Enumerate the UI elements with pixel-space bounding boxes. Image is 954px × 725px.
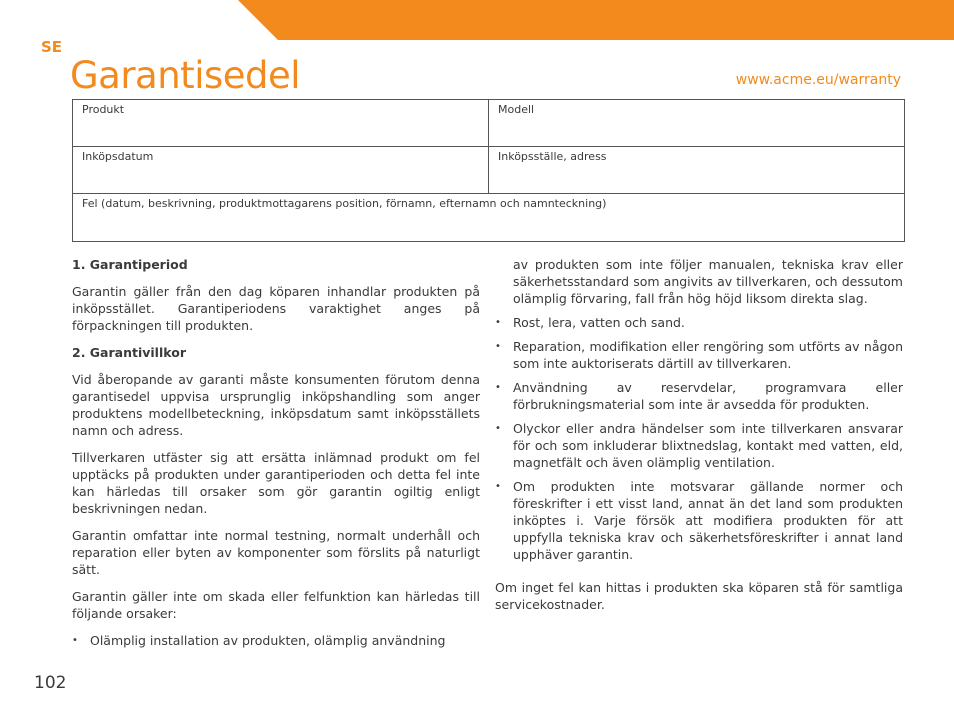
language-code: SE [41, 38, 63, 56]
page-number: 102 [34, 673, 67, 693]
top-accent-bar [238, 0, 954, 40]
paragraph: Tillverkaren utfäster sig att ersätta inlämnad produkt om fel upptäcks på produkten under garantiperioden och detta fel inte kan härledas till orsaker som gör garantin ogiltig enligt beskrivningen nedan. [72, 450, 480, 516]
page-title: Garantisedel [70, 54, 301, 97]
section-heading-warranty-period: 1. Garantiperiod [72, 257, 188, 272]
fault-field[interactable] [73, 194, 904, 241]
purchase-place-label: Inköpsställe, adress [498, 150, 607, 163]
list-item: • Olämplig installation av produkten, olämplig användning [72, 632, 480, 649]
purchase-date-label: Inköpsdatum [82, 150, 154, 163]
list-item: • Användning av reservdelar, programvara eller förbrukningsmaterial som inte är avsedda för produkten. [495, 379, 903, 413]
section-heading-warranty-terms: 2. Garantivillkor [72, 345, 186, 360]
list-item: • Om produkten inte motsvarar gällande normer och föreskrifter i ett visst land, annat än det land som produkten inköptes i. Varje försök att modifiera produkten för att uppfylla tekniska krav och säkerhetsföreskrifter i annat land upphäver garantin. [495, 478, 903, 563]
model-field[interactable] [489, 100, 904, 146]
purchase-place-field[interactable] [489, 147, 904, 193]
warranty-form [72, 99, 905, 242]
warranty-url[interactable]: www.acme.eu/warranty [735, 72, 901, 88]
list-item: • Reparation, modifikation eller rengöring som utförts av någon som inte auktoriserats därtill av tillverkaren. [495, 338, 903, 372]
list-item-continuation: av produkten som inte följer manualen, tekniska krav eller säkerhetsstandard som angivits av tillverkaren, och dessutom olämplig förvaring, fall från hög höjd liksom direkta slag. [513, 257, 903, 306]
paragraph: Garantin gäller inte om skada eller felfunktion kan härledas till följande orsaker: [72, 589, 480, 621]
model-label: Modell [498, 103, 535, 116]
left-column [72, 256, 480, 659]
paragraph: Om inget fel kan hittas i produkten ska köparen stå för samtliga servicekostnader. [495, 580, 903, 612]
paragraph: Garantin omfattar inte normal testning, normalt underhåll och reparation eller byten av komponenter som förslits på naturligt sätt. [72, 528, 480, 577]
form-row-fault [73, 194, 904, 241]
product-field[interactable] [73, 100, 489, 146]
right-column [495, 256, 903, 623]
product-label: Produkt [82, 103, 125, 116]
list-item: • Rost, lera, vatten och sand. [495, 314, 903, 331]
paragraph: Garantin gäller från den dag köparen inhandlar produkten på inköpsstället. Garantiperiodens varaktighet anges på förpackningen till produkten. [72, 284, 480, 333]
form-row-purchase [73, 147, 904, 194]
exclusion-list [495, 314, 903, 563]
paragraph: Vid åberopande av garanti måste konsumenten förutom denna garantisedel uppvisa ursprunglig inköpshandling som anger produktens modellbeteckning, inköpsdatum samt inköpsställets namn och adress. [72, 372, 480, 438]
form-row-product [73, 100, 904, 147]
purchase-date-field[interactable] [73, 147, 489, 193]
fault-label: Fel (datum, beskrivning, produktmottagarens position, förnamn, efternamn och namnteckning) [82, 197, 607, 210]
exclusion-list [72, 632, 480, 649]
list-item: • Olyckor eller andra händelser som inte tillverkaren ansvarar för och som inkluderar blixtnedslag, kontakt med vatten, eld, magnetfält och även olämplig ventilation. [495, 420, 903, 471]
